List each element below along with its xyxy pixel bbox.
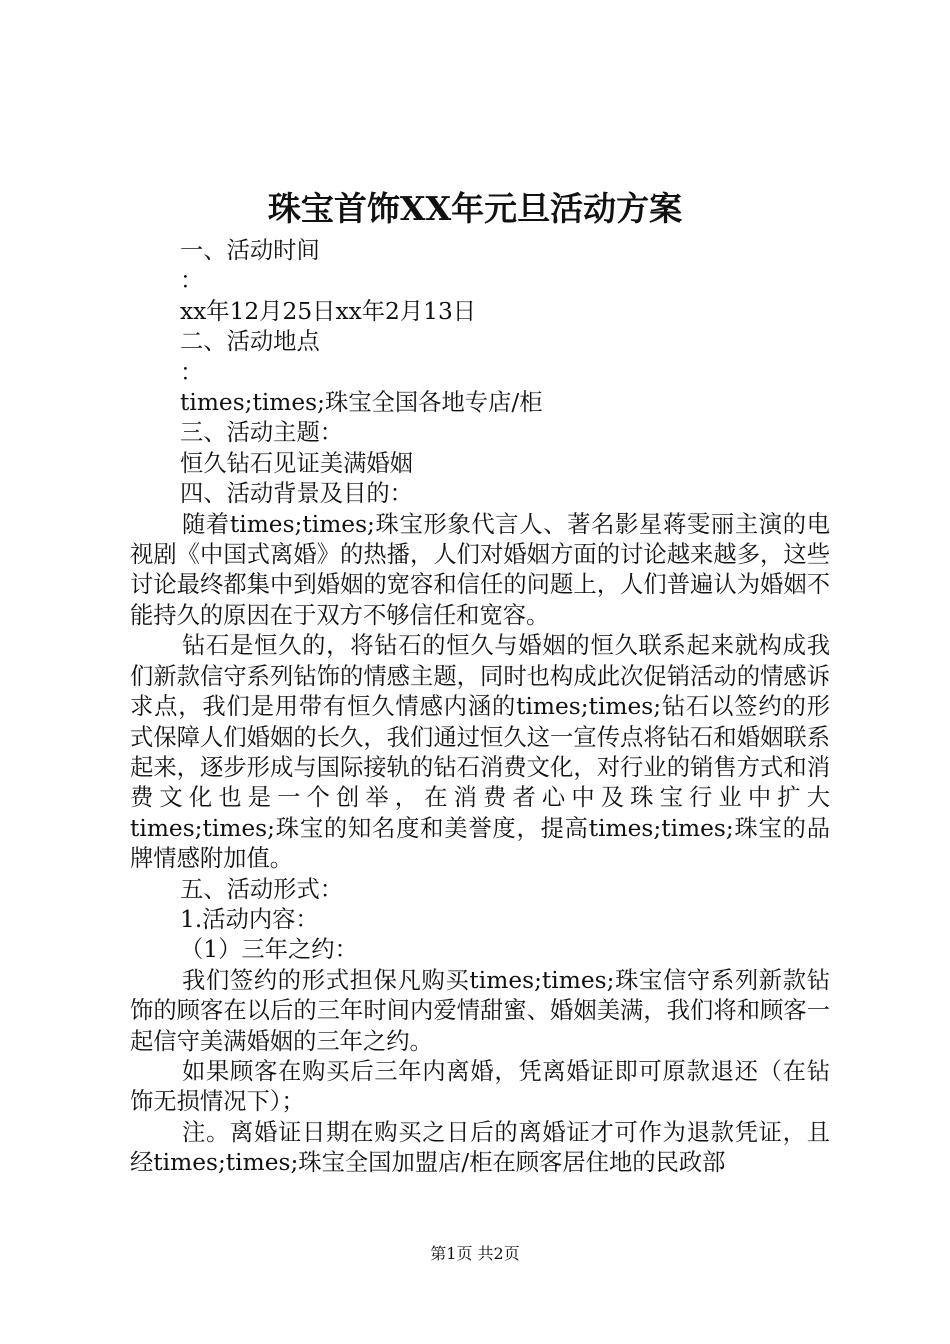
section-heading-location: 二、活动地点 [180, 328, 320, 356]
section-heading-time: 一、活动时间 [180, 237, 320, 264]
subsection-heading-content: 1.活动内容： [180, 905, 319, 933]
paragraph-three-year-promise: 我们签约的形式担保凡购买times;times;珠宝信守系列新款钻饰的顾客在以后的三年时间内爱情甜蜜、婚姻美满，我们将和顾客一起信守美满婚姻的三年之约。 [130, 966, 830, 1055]
section-heading-theme: 三、活动主题： [180, 419, 344, 447]
document-title: 珠宝首饰XX年元旦活动方案 [267, 189, 683, 228]
paragraph-note: 注。离婚证日期在购买之日后的离婚证才可作为退款凭证，且经times;times;珠宝全国加盟店/柜在顾客居住地的民政部 [130, 1118, 830, 1177]
section-value-theme: 恒久钻石见证美满婚姻 [180, 449, 413, 477]
paragraph-purpose: 钻石是恒久的，将钻石的恒久与婚姻的恒久联系起来就构成我们新款信守系列钻饰的情感主题，同时也构成此次促销活动的情感诉求点，我们是用带有恒久情感内涵的times;times;钻石以签约的形式保障人们婚姻的长久，我们通过恒久这一宣传点将钻石和婚姻联系起来，逐步形成与国际接轨的钻石消费文化，对行业的销售方式和消费文化也是一个创举，在消费者心中及珠宝行业中扩大times;times;珠宝的知名度和美誉度，提高times;times;珠宝的品牌情感附加值。 [130, 632, 830, 873]
section-colon: ： [180, 267, 204, 295]
section-heading-background: 四、活动背景及目的： [180, 480, 413, 508]
document-body [130, 236, 830, 1179]
page-footer: 第1页 共2页 [430, 1244, 520, 1263]
section-colon: ： [180, 358, 204, 386]
section-value-time: xx年12月25日xx年2月13日 [180, 297, 477, 325]
section-value-location: times;times;珠宝全国各地专店/柜 [180, 389, 543, 417]
subsection-heading-three-year: （1）三年之约： [180, 936, 358, 964]
paragraph-background: 随着times;times;珠宝形象代言人、著名影星蒋雯丽主演的电视剧《中国式离婚》的热播，人们对婚姻方面的讨论越来越多，这些讨论最终都集中到婚姻的宽容和信任的问题上，人们普遍认为婚姻不能持久的原因在于双方不够信任和宽容。 [130, 510, 830, 629]
section-heading-format: 五、活动形式： [180, 875, 344, 903]
paragraph-refund: 如果顾客在购买后三年内离婚，凭离婚证即可原款退还（在钻饰无损情况下）； [130, 1057, 830, 1116]
